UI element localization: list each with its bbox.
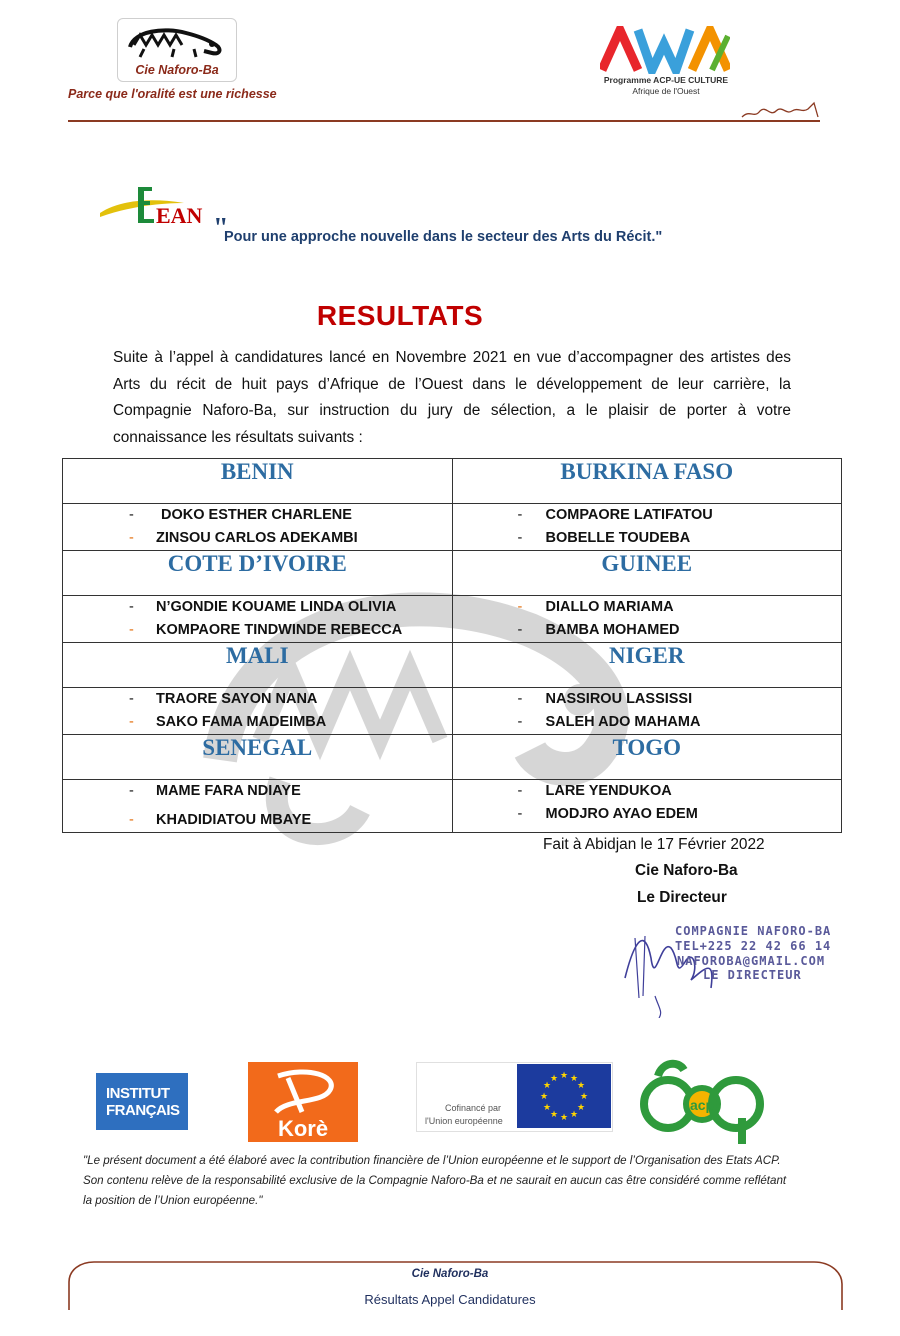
laureates-row [63, 596, 842, 643]
svg-text:★: ★ [542, 1081, 552, 1091]
laureate-item [453, 504, 842, 527]
ean-open-quote: " [213, 213, 229, 244]
svg-text:★: ★ [576, 1103, 586, 1113]
eu-logo-line2: l'Union européenne [425, 1116, 503, 1126]
country-header-row [63, 643, 842, 688]
chameleon-icon [124, 23, 230, 61]
acp-logo-text: acp [689, 1097, 715, 1113]
laureate-name: TRAORE SAYON NANA [156, 691, 318, 707]
laureate-name: LARE YENDUKOA [545, 783, 672, 799]
country-name: MALI [63, 643, 453, 688]
list-dash: - [517, 806, 523, 822]
list-dash: - [517, 530, 523, 546]
laureate-name: KHADIDIATOU MBAYE [156, 812, 312, 828]
ean-logo-text: EAN [156, 203, 203, 227]
page-title: RESULTATS [316, 300, 484, 331]
awa-line2: Afrique de l'Ouest [632, 86, 700, 96]
svg-text:★: ★ [569, 1110, 579, 1120]
country-name: GUINEE [452, 551, 842, 596]
ean-logo [98, 183, 208, 227]
list-dash: - [129, 622, 134, 638]
laureates-cell [452, 596, 842, 643]
stamp-line1: COMPAGNIE NAFORO-BA [675, 924, 832, 938]
list-dash: - [129, 507, 134, 523]
institut-logo-line1: INSTITUT [106, 1085, 170, 1102]
stamp-line3: NAFOROBA@GMAIL.COM [677, 954, 826, 968]
country-header-row [63, 551, 842, 596]
laureates-cell [452, 688, 842, 735]
list-dash: - [517, 714, 523, 730]
laureate-item [453, 596, 842, 619]
signatory-org: Cie Naforo-Ba [635, 862, 738, 879]
header-divider [68, 120, 820, 122]
awa-mark-icon [600, 26, 730, 74]
laureate-name: DIALLO MARIAMA [545, 599, 674, 615]
country-name: COTE D’IVOIRE [63, 551, 453, 596]
list-dash: - [129, 530, 134, 546]
country-name: TOGO [452, 735, 842, 780]
laureate-item [453, 619, 842, 642]
country-header-row [63, 735, 842, 780]
svg-text:★: ★ [579, 1092, 589, 1102]
laureates-cell [452, 780, 842, 833]
institut-logo-line2: FRANÇAIS [106, 1102, 180, 1119]
laureate-item [453, 711, 842, 734]
laureate-item [453, 803, 842, 826]
slogan: Parce que l'oralité est une richesse [68, 87, 277, 101]
disclaimer: "Le présent document a été élaboré avec la contribution financière de l’Union européenne et le support de l’Organisation des Etats ACP. Son contenu relève de la responsabilité exclusive de la Compagnie Naforo-Ba et ne saurait en aucun cas être considéré comme reflétant la position de l’Union européenne." [83, 1154, 787, 1207]
acp-logo [638, 1058, 764, 1146]
laureate-name: SALEH ADO MAHAMA [545, 714, 701, 730]
laureates-row [63, 780, 842, 833]
awa-line1: Programme ACP-UE CULTURE [603, 75, 729, 85]
country-name: BURKINA FASO [452, 459, 842, 504]
naforo-logo-name: Cie Naforo-Ba [135, 63, 219, 77]
naforo-logo [117, 18, 237, 82]
results-table [62, 458, 842, 833]
laureate-item [63, 619, 452, 642]
ean-tagline: Pour une approche nouvelle dans le secteur des Arts du Récit." [224, 229, 663, 245]
eu-cofunding-logo [416, 1062, 613, 1132]
laureate-name: BOBELLE TOUDEBA [545, 530, 691, 546]
svg-text:★: ★ [576, 1081, 586, 1091]
laureate-name: SAKO FAMA MADEIMBA [156, 714, 327, 730]
laureates-cell [63, 596, 453, 643]
laureates-row [63, 504, 842, 551]
kore-logo [248, 1062, 358, 1142]
laureates-row [63, 688, 842, 735]
country-name: NIGER [452, 643, 842, 688]
institut-francais-logo [96, 1073, 188, 1130]
signatory-role: Le Directeur [637, 889, 727, 906]
laureate-item [63, 527, 452, 550]
list-dash: - [517, 783, 523, 799]
laureate-item [63, 809, 452, 832]
footer-document-title: Résultats Appel Candidatures [364, 1292, 536, 1307]
laureate-name: NASSIROU LASSISSI [545, 691, 693, 707]
laureate-name: COMPAORE LATIFATOU [545, 507, 713, 523]
svg-text:★: ★ [539, 1092, 549, 1102]
place-date: Fait à Abidjan le 17 Février 2022 [543, 836, 765, 853]
laureate-item [453, 688, 842, 711]
list-dash: - [129, 691, 134, 707]
laureates-cell [63, 504, 453, 551]
svg-text:★: ★ [559, 1113, 569, 1123]
laureate-item [63, 780, 452, 803]
kore-logo-text: Korè [277, 1116, 329, 1141]
laureate-item [453, 780, 842, 803]
svg-text:★: ★ [549, 1110, 559, 1120]
laureate-item [63, 596, 452, 619]
laureate-name: KOMPAORE TINDWINDE REBECCA [156, 622, 403, 638]
laureate-name: MAME FARA NDIAYE [156, 783, 301, 799]
list-dash: - [129, 812, 134, 828]
list-dash: - [129, 783, 134, 799]
laureate-item [63, 688, 452, 711]
eu-flag-icon [517, 1064, 611, 1128]
list-dash: - [129, 599, 134, 615]
laureates-cell [63, 688, 453, 735]
intro-paragraph: Suite à l’appel à candidatures lancé en Novembre 2021 en vue d’accompagner des artistes des Arts du récit de huit pays d’Afrique de l’Ouest dans le développement de leur carrière, la Compagnie Naforo-Ba, sur instruction du jury de sélection, a le plaisir de porter à votre connaissance les résultats suivants : [113, 349, 791, 446]
laureates-cell [452, 504, 842, 551]
svg-text:★: ★ [549, 1074, 559, 1084]
stamp-line2: TEL+225 22 42 66 14 [675, 939, 832, 953]
laureate-item [63, 711, 452, 734]
footer-org: Cie Naforo-Ba [411, 1268, 489, 1280]
stamp-line4: LE DIRECTEUR [703, 968, 802, 982]
list-dash: - [517, 691, 523, 707]
list-dash: - [517, 622, 523, 638]
laureate-name: BAMBA MOHAMED [545, 622, 680, 638]
laureate-item [453, 527, 842, 550]
country-header-row [63, 459, 842, 504]
laureate-item [63, 504, 452, 527]
laureates-cell [63, 780, 453, 833]
laureate-name: MODJRO AYAO EDEM [545, 806, 698, 822]
laureate-name: DOKO ESTHER CHARLENE [161, 507, 352, 523]
list-dash: - [517, 599, 523, 615]
laureate-name: N’GONDIE KOUAME LINDA OLIVIA [156, 599, 397, 615]
svg-text:★: ★ [559, 1071, 569, 1081]
svg-text:★: ★ [542, 1103, 552, 1113]
laureate-name: ZINSOU CARLOS ADEKAMBI [156, 530, 358, 546]
header-flourish-icon [740, 99, 822, 121]
country-name: SENEGAL [63, 735, 453, 780]
svg-text:★: ★ [569, 1074, 579, 1084]
list-dash: - [129, 714, 134, 730]
list-dash: - [517, 507, 523, 523]
country-name: BENIN [63, 459, 453, 504]
eu-logo-line1: Cofinancé par [445, 1103, 502, 1113]
